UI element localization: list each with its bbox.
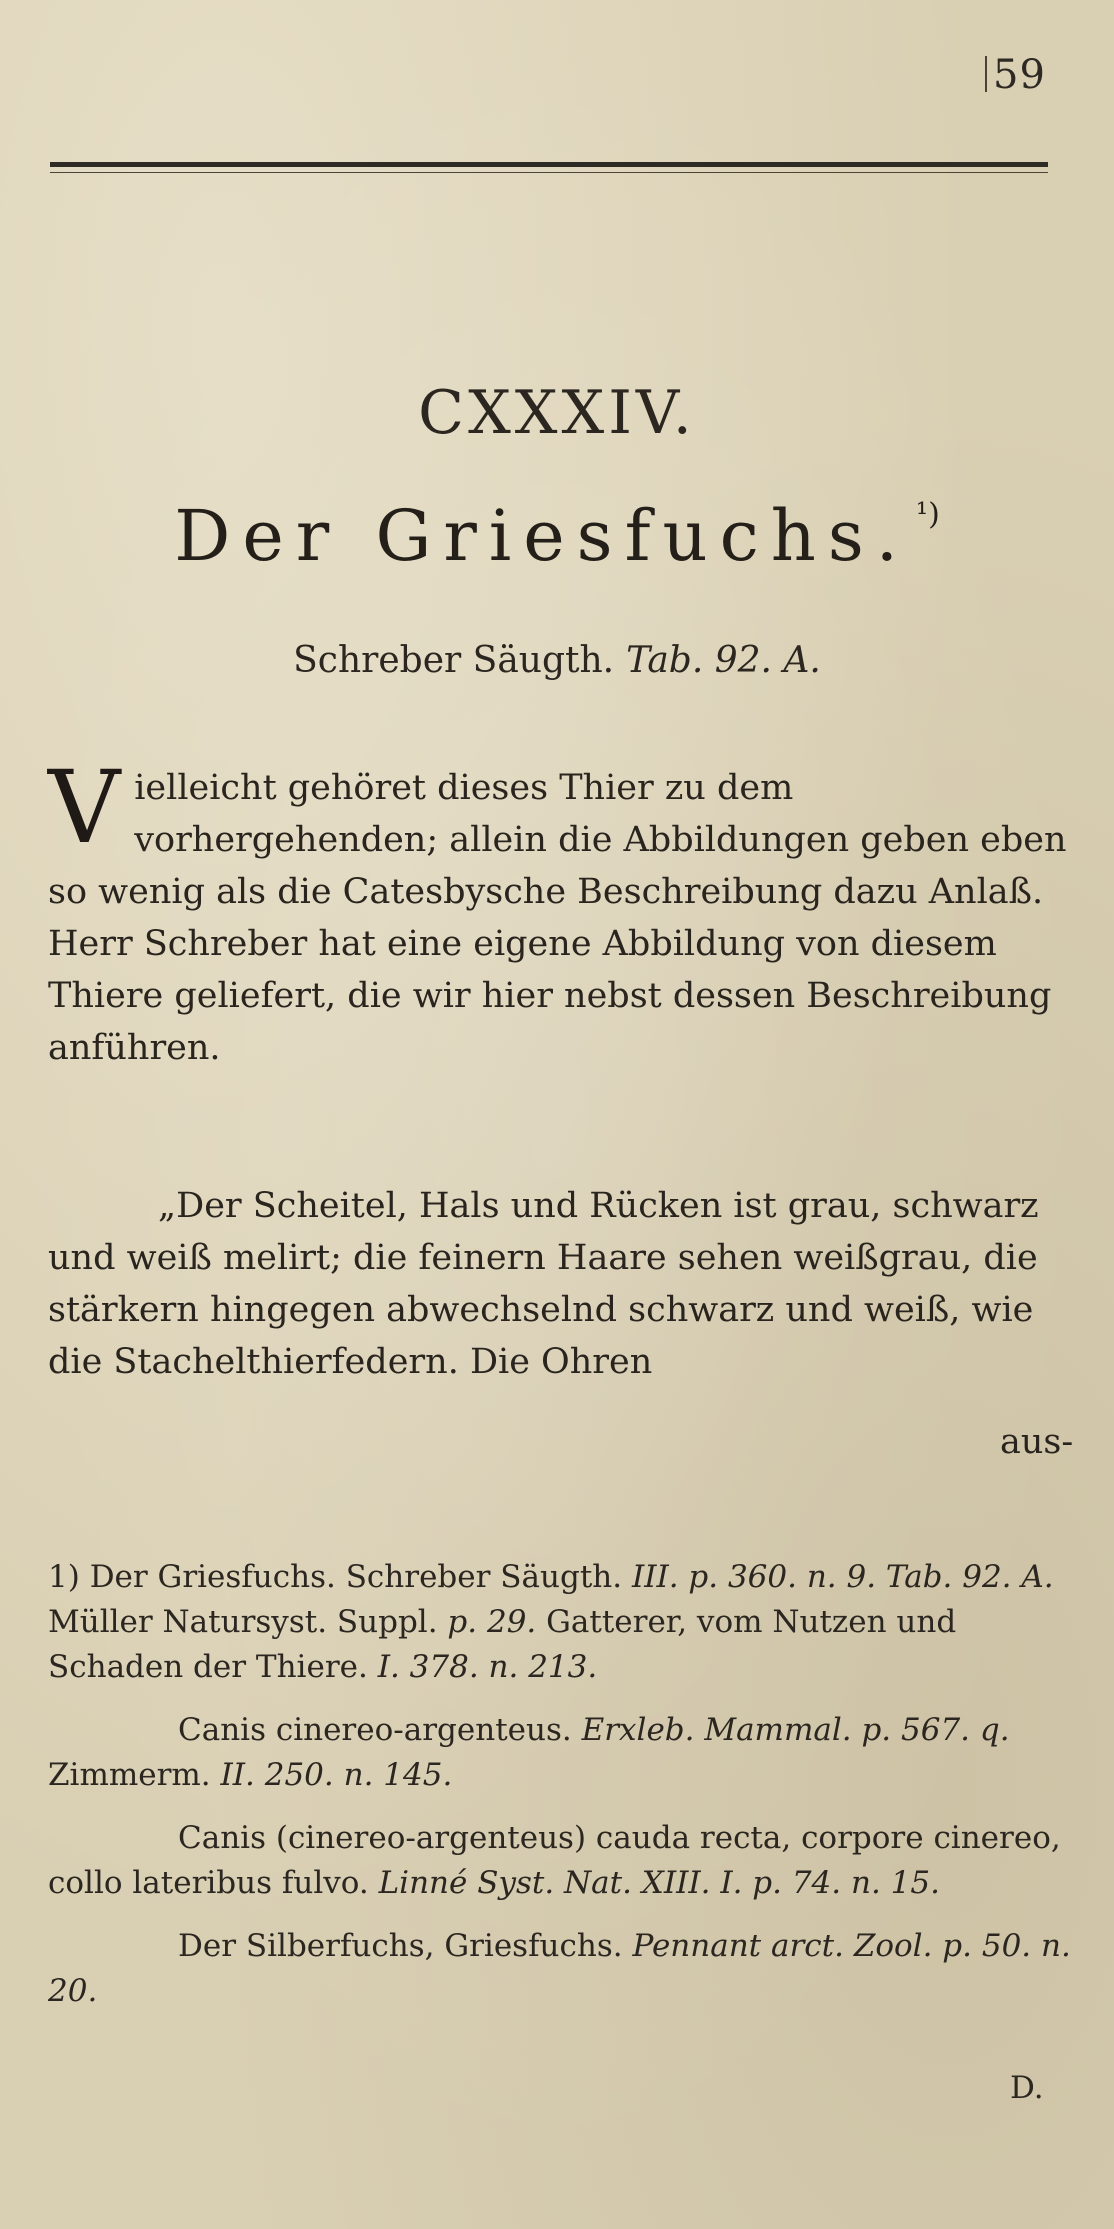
drop-cap: V — [48, 749, 121, 866]
footnote-text: Canis (cinereo-argenteus) cauda recta, corpore cinereo, collo lateribus fulvo. — [48, 1820, 1061, 1901]
source-reference-text: Schreber Säugth. — [293, 640, 615, 681]
chapter-title — [0, 495, 1114, 577]
paragraph-1 — [48, 749, 1068, 1074]
header-rule-thin — [50, 172, 1048, 173]
footnote-ref: Linné Syst. Nat. XIII. I. p. 74. n. 15. — [378, 1865, 940, 1901]
page-number — [985, 52, 1046, 98]
paragraph-1-text: ielleicht gehöret dieses Thier zu dem vorhergehenden; allein die Abbildungen geben eben so wenig als die Catesbysche Beschreibung dazu Anlaß. Herr Schreber hat eine eigene Abbildung von diesem Thiere geliefert, die wir hier nebst dessen Beschreibung anführen. — [48, 768, 1067, 1068]
title-footnote-marker: ¹) — [916, 497, 940, 532]
footnote-text: Müller Natursyst. Suppl. — [48, 1604, 438, 1640]
footnote-ref: II. 250. n. 145. — [220, 1757, 453, 1793]
footnote-ref: Pennant arct. Zool. p. 50. n. 20. — [48, 1928, 1071, 2009]
footnote-signature: D. — [1010, 2070, 1044, 2106]
footnote-ref: III. p. 360. n. 9. Tab. 92. A. — [631, 1559, 1054, 1595]
footnote-4 — [48, 1924, 1078, 2014]
source-reference — [0, 640, 1114, 681]
chapter-title-text: Der Griesfuchs. — [174, 495, 911, 577]
footnote-text: Der Silberfuchs, Griesfuchs. — [178, 1928, 623, 1964]
footnote-ref: I. 378. n. 213. — [377, 1649, 598, 1685]
footnote-text: Der Griesfuchs. Schreber Säugth. — [89, 1559, 623, 1595]
catchword: aus- — [1000, 1422, 1074, 1462]
footnote-3 — [48, 1816, 1078, 1906]
source-reference-table: Tab. 92. A. — [626, 640, 821, 681]
footnote-ref: Erxleb. Mammal. p. 567. q. — [581, 1712, 1010, 1748]
footnote-1 — [48, 1555, 1078, 1690]
footnote-text: Canis cinereo-argenteus. — [178, 1712, 572, 1748]
footnote-text: Zimmerm. — [48, 1757, 211, 1793]
paragraph-2-text: „Der Scheitel, Hals und Rücken ist grau, schwarz und weiß melirt; die feinern Haare sehen weißgrau, die stärkern hingegen abwechselnd schwarz und weiß, wie die Stachelthierfedern. Die Ohren — [48, 1186, 1039, 1382]
footnote-2 — [48, 1708, 1078, 1798]
footnotes — [48, 1555, 1078, 2032]
footnote-marker: 1) — [48, 1559, 80, 1595]
footnote-ref: p. 29. — [447, 1604, 537, 1640]
chapter-number: CXXXIV. — [418, 378, 696, 448]
page-number-text: 59 — [993, 52, 1046, 98]
page-number-bar — [985, 56, 987, 92]
header-rule-thick — [50, 162, 1048, 167]
footnote-text: Gatterer, vom Nutzen und Schaden der Thiere. — [48, 1604, 957, 1685]
paragraph-2 — [48, 1180, 1068, 1388]
